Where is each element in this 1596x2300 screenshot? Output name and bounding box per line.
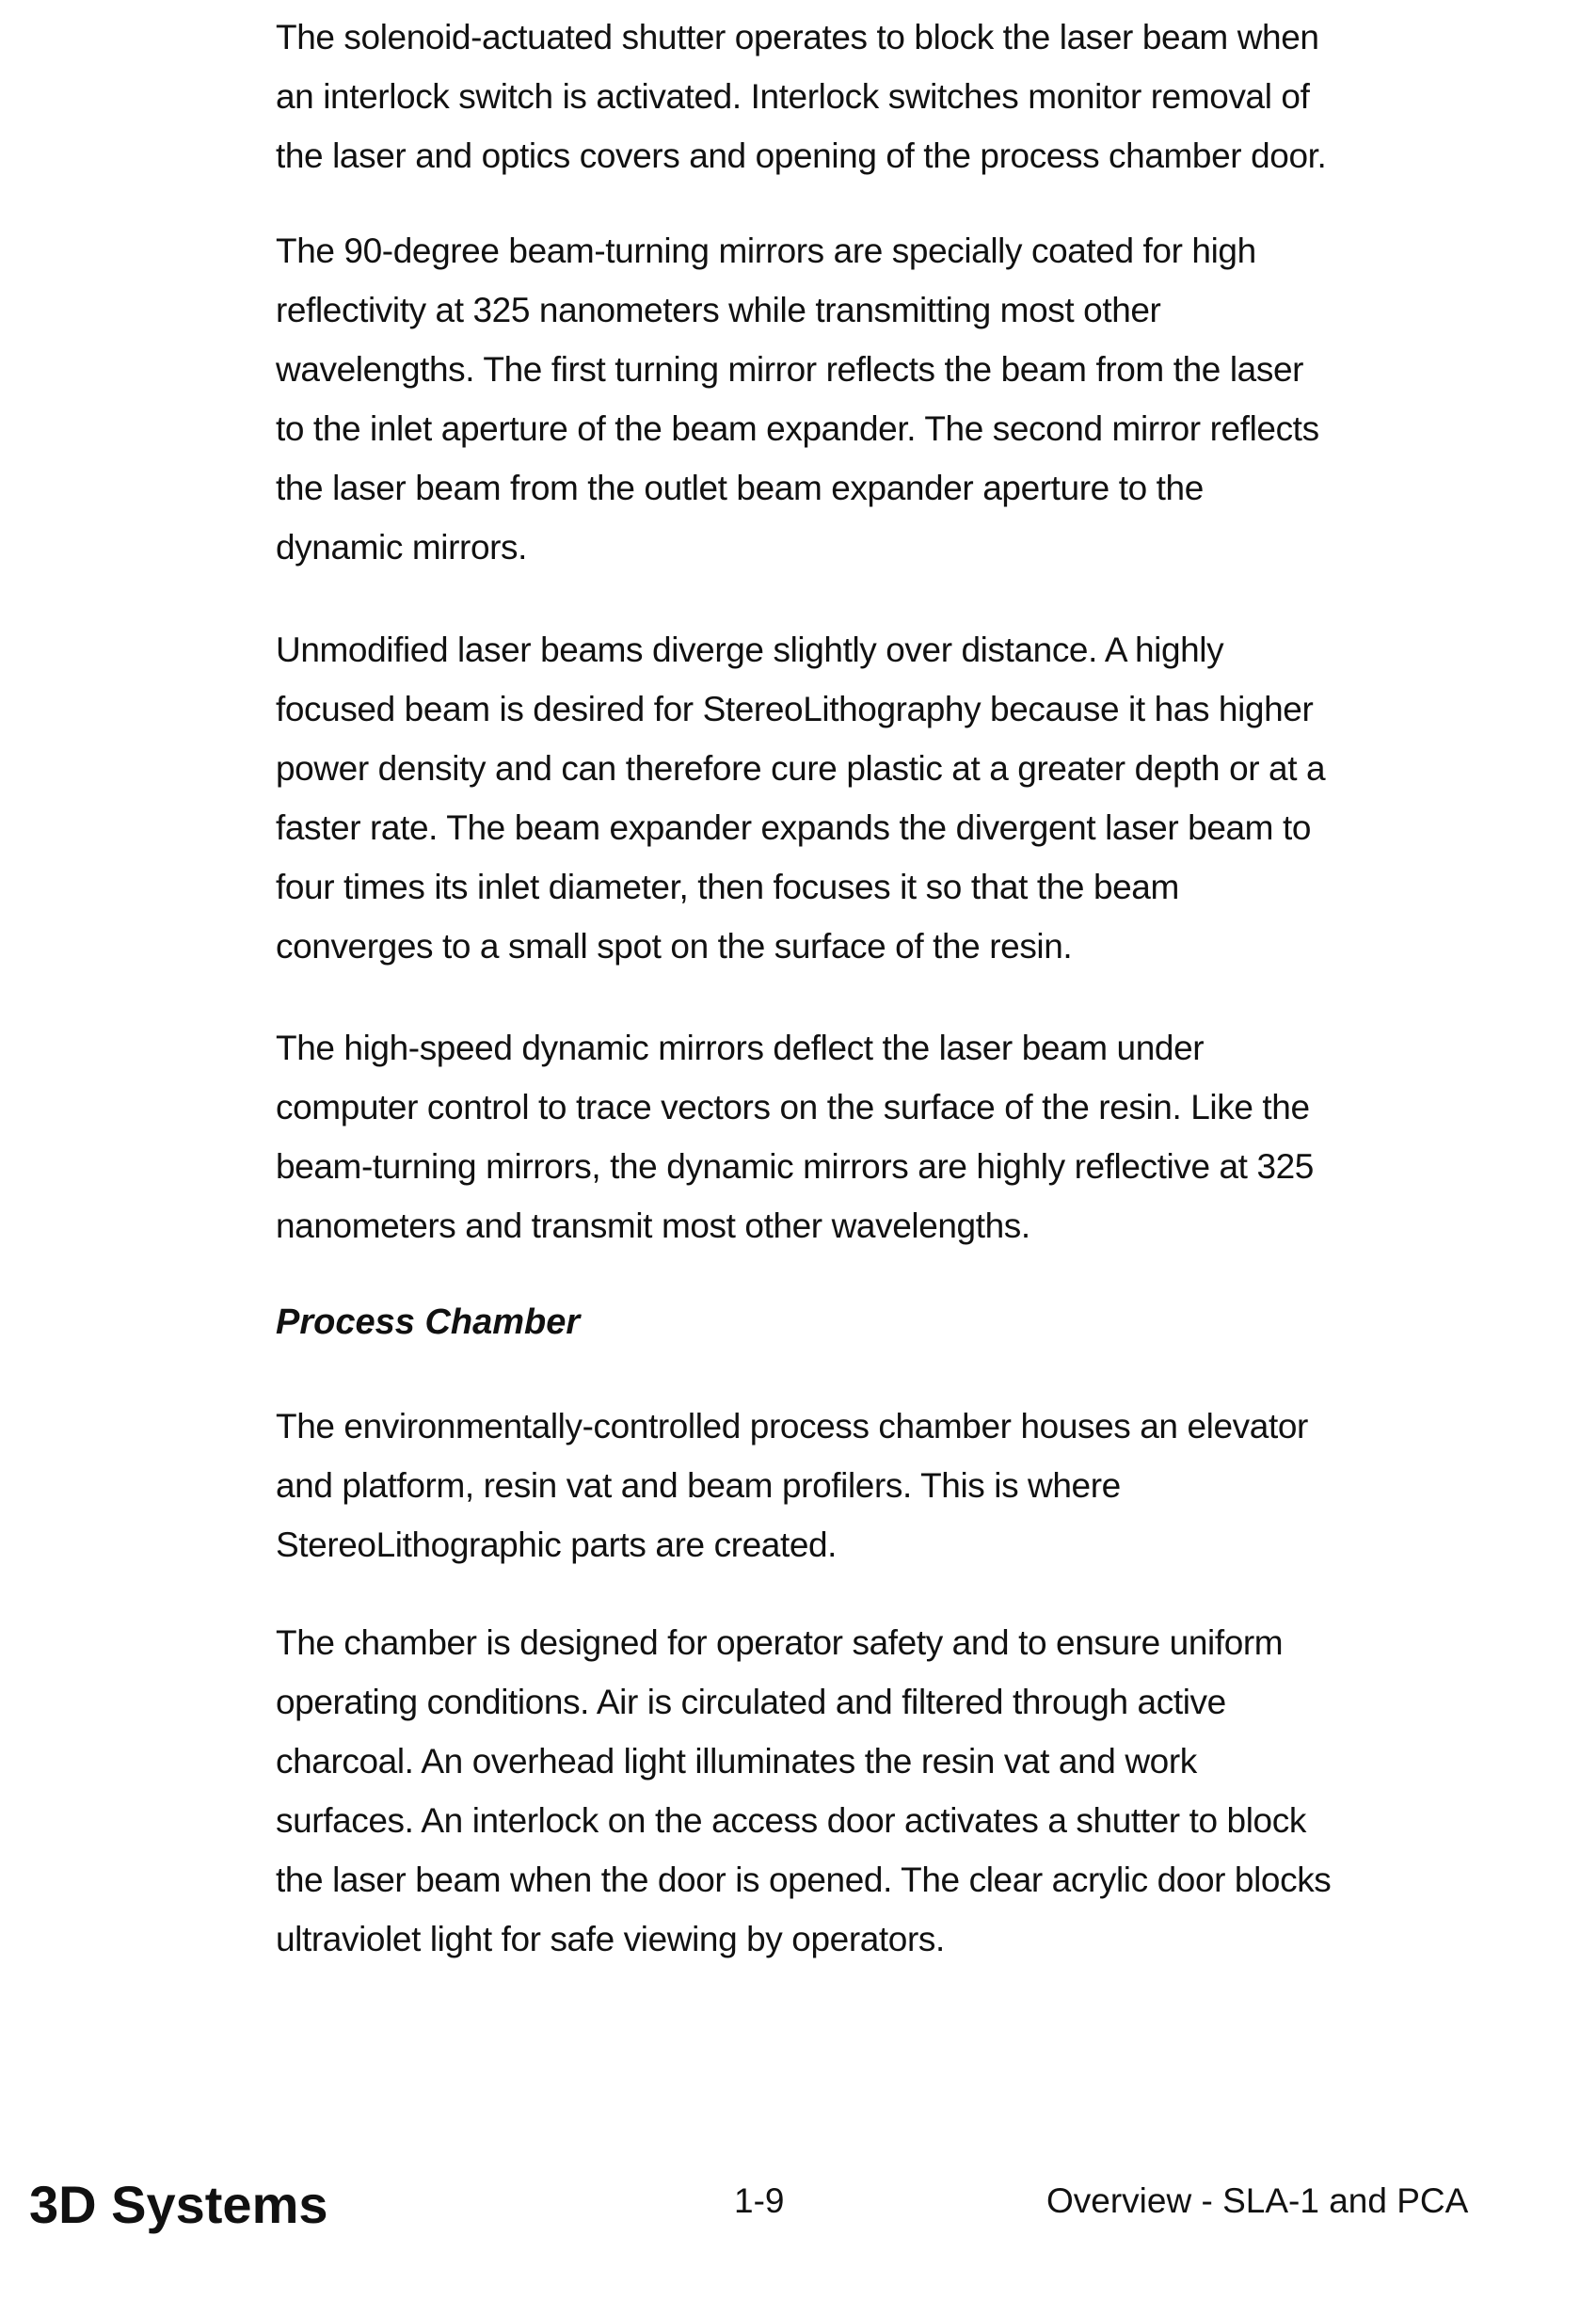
text-line: ultraviolet light for safe viewing by operators. bbox=[276, 1909, 1574, 1969]
paragraph-beam-expander bbox=[276, 620, 1574, 977]
footer-brand: 3D Systems bbox=[29, 2174, 328, 2235]
text-line: StereoLithographic parts are created. bbox=[276, 1515, 1574, 1574]
text-line: focused beam is desired for StereoLithography because it has higher bbox=[276, 679, 1574, 739]
text-line: and platform, resin vat and beam profilers. This is where bbox=[276, 1456, 1574, 1515]
text-line: the laser and optics covers and opening of the process chamber door. bbox=[276, 126, 1574, 185]
text-line: an interlock switch is activated. Interlock switches monitor removal of bbox=[276, 67, 1574, 126]
paragraph-process-chamber bbox=[276, 1397, 1574, 1574]
page-number: 1-9 bbox=[734, 2181, 784, 2221]
footer-document-title: Overview - SLA-1 and PCA bbox=[1046, 2181, 1468, 2221]
text-line: reflectivity at 325 nanometers while transmitting most other bbox=[276, 280, 1574, 340]
text-line: the laser beam when the door is opened. The clear acrylic door blocks bbox=[276, 1850, 1574, 1909]
text-line: the laser beam from the outlet beam expander aperture to the bbox=[276, 458, 1574, 518]
section-heading: Process Chamber bbox=[276, 1293, 580, 1352]
text-line: nanometers and transmit most other wavelengths. bbox=[276, 1196, 1574, 1255]
text-line: operating conditions. Air is circulated and filtered through active bbox=[276, 1672, 1574, 1732]
paragraph-dynamic-mirrors bbox=[276, 1018, 1574, 1255]
paragraph-shutter bbox=[276, 8, 1574, 185]
text-line: The solenoid-actuated shutter operates to block the laser beam when bbox=[276, 8, 1574, 67]
text-line: faster rate. The beam expander expands the divergent laser beam to bbox=[276, 798, 1574, 857]
text-line: The 90-degree beam-turning mirrors are specially coated for high bbox=[276, 221, 1574, 280]
text-line: Unmodified laser beams diverge slightly over distance. A highly bbox=[276, 620, 1574, 679]
paragraph-chamber-safety bbox=[276, 1613, 1574, 1970]
text-line: computer control to trace vectors on the surface of the resin. Like the bbox=[276, 1078, 1574, 1137]
text-line: The high-speed dynamic mirrors deflect the laser beam under bbox=[276, 1018, 1574, 1078]
text-line: beam-turning mirrors, the dynamic mirrors are highly reflective at 325 bbox=[276, 1137, 1574, 1196]
text-line: surfaces. An interlock on the access door activates a shutter to block bbox=[276, 1791, 1574, 1850]
text-line: four times its inlet diameter, then focuses it so that the beam bbox=[276, 857, 1574, 917]
text-line: charcoal. An overhead light illuminates the resin vat and work bbox=[276, 1732, 1574, 1791]
text-line: converges to a small spot on the surface of the resin. bbox=[276, 917, 1574, 976]
text-line: wavelengths. The first turning mirror reflects the beam from the laser bbox=[276, 340, 1574, 399]
text-line: to the inlet aperture of the beam expander. The second mirror reflects bbox=[276, 399, 1574, 458]
text-line: power density and can therefore cure plastic at a greater depth or at a bbox=[276, 739, 1574, 798]
text-line: dynamic mirrors. bbox=[276, 518, 1574, 577]
text-line: The chamber is designed for operator safety and to ensure uniform bbox=[276, 1613, 1574, 1672]
text-line: The environmentally-controlled process chamber houses an elevator bbox=[276, 1397, 1574, 1456]
paragraph-turning-mirrors bbox=[276, 221, 1574, 578]
